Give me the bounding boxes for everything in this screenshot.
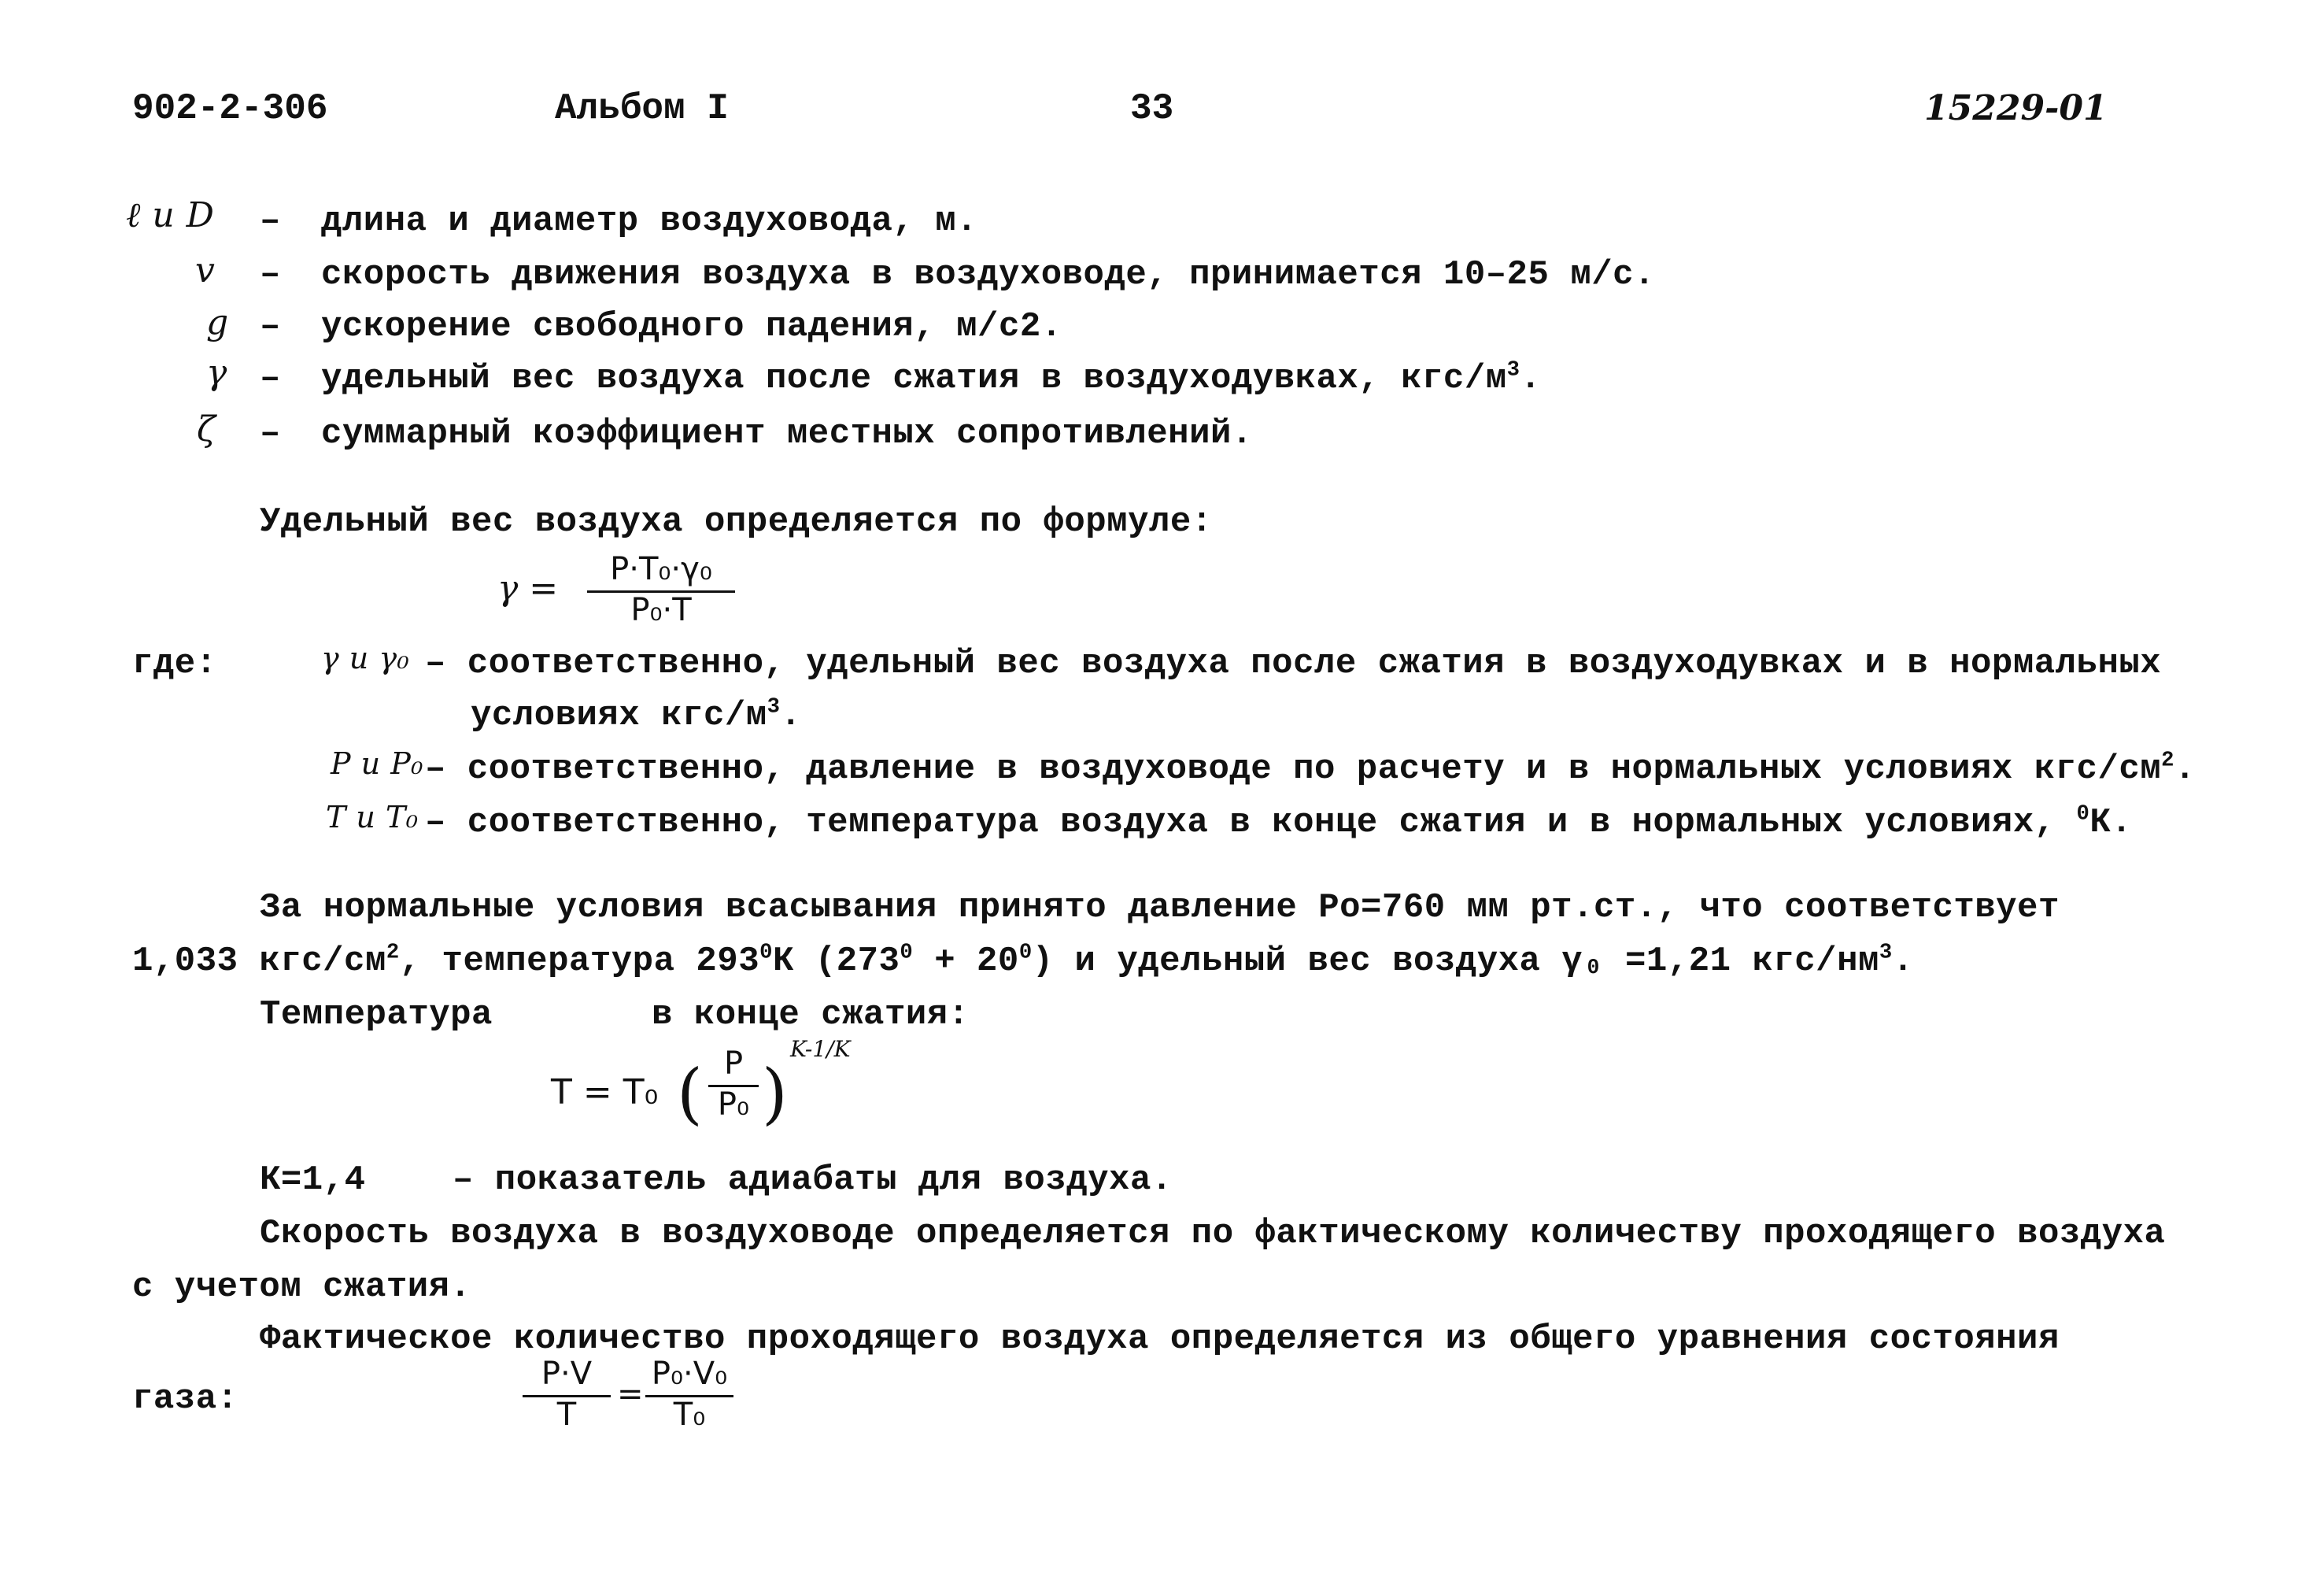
formula2-numerator: P — [723, 1045, 744, 1082]
formula2-close-paren: ) — [762, 1055, 788, 1132]
def-dash: – — [260, 255, 281, 294]
formula1-numerator: P·T₀·γ₀ — [610, 551, 712, 587]
def-dash: – — [260, 307, 281, 346]
para-actual-line1: Фактическое количество проходящего воздуха определяется из общего уравнения состояния — [260, 1319, 2060, 1359]
formula3-right-denominator: T₀ — [673, 1397, 706, 1433]
def-symbol-v: v — [195, 250, 216, 290]
para-normal-line1: За нормальные условия всасывания принято давление Ро=760 мм рт.ст., что соответствует — [260, 888, 2060, 927]
formula3-left-fraction — [519, 1356, 614, 1434]
para-specific-weight: Удельный вес воздуха определяется по формуле: — [260, 502, 1213, 542]
formula2-fraction — [702, 1045, 765, 1124]
def-symbol-zeta: ζ — [197, 409, 216, 450]
formula1-lhs: γ = — [497, 568, 559, 609]
def-dash: – — [260, 359, 281, 398]
where-text-gamma: – соответственно, удельный вес воздуха после сжатия в воздуходувках и в нормальных — [425, 644, 2162, 683]
para-speed-line1: Скорость воздуха в воздуховоде определяется по фактическому количеству проходящего воздуха — [260, 1214, 2166, 1253]
def-text-velocity: скорость движения воздуха в воздуховоде, принимается 10–25 м/с. — [321, 255, 1655, 294]
def-text-length-diameter: длина и диаметр воздуховода, м. — [321, 202, 978, 241]
formula3-equals — [617, 1376, 644, 1415]
where-symbol-gamma: γ и γ₀ — [321, 641, 410, 675]
doc-code: 902-2-306 — [132, 88, 328, 129]
para-normal-line2: 1,033 кгс/$см^2$, температура $293^0К$ $(273^0 + 20^0)$ и удельный вес воздуха γ₀ =1,21 кгс/$нм^3$. — [132, 940, 1914, 981]
formula3-left-denominator: T — [556, 1397, 577, 1433]
def-symbol-gamma: γ — [206, 353, 227, 393]
formula2-exponent: K-1/K — [790, 1036, 851, 1062]
formula2-denominator: P₀ — [717, 1086, 750, 1123]
formula2-open-paren: ( — [677, 1055, 703, 1132]
k-label: К=1,4 — [260, 1160, 366, 1200]
album-label: Альбом I — [555, 88, 729, 129]
inventory-number: 15229-01 — [1924, 88, 2108, 128]
para-normal-line3-b: в конце сжатия: — [652, 995, 970, 1034]
where-text-temperature: – соответственно, температура воздуха в конце сжатия и в нормальных условиях, $^0$К. — [425, 801, 2133, 842]
def-text-gravity: ускорение свободного падения, м/с2. — [321, 307, 1062, 346]
equals-sign: = — [617, 1376, 644, 1412]
formula2-lhs: T = T₀ — [551, 1072, 659, 1112]
formula1-fraction — [582, 551, 740, 630]
def-text-specific-weight: удельный вес воздуха после сжатия в воздуходувках, кгс/$м^3$. — [321, 357, 1542, 398]
where-label: где: — [132, 644, 217, 683]
def-text-resistance-coefficient: суммарный коэффициент местных сопротивлений. — [321, 414, 1253, 453]
def-dash: – — [260, 202, 281, 241]
formula1-denominator: P₀·T — [630, 592, 692, 628]
where-symbol-p: P и P₀ — [331, 746, 424, 781]
para-actual-line2: газа: — [132, 1379, 238, 1419]
formula3-right-numerator: P₀·V₀ — [651, 1356, 728, 1392]
where-symbol-t: T и T₀ — [326, 800, 419, 834]
def-dash: – — [260, 414, 281, 453]
para-speed-line2: с учетом сжатия. — [132, 1267, 471, 1307]
formula3-right-fraction — [642, 1356, 737, 1434]
where-text-gamma-cont: условиях кгс/$м^3$. — [471, 694, 802, 735]
def-symbol-l-d: ℓ и D — [126, 195, 215, 235]
where-text-pressure: – соответственно, давление в воздуховоде по расчету и в нормальных условиях кгс/$см^2$. — [425, 748, 2196, 789]
k-text: – показатель адиабаты для воздуха. — [453, 1160, 1173, 1200]
formula3-left-numerator: P·V — [541, 1356, 593, 1392]
para-normal-line3-a: Температура — [260, 995, 493, 1034]
def-symbol-g: g — [206, 302, 229, 342]
page-number: 33 — [1130, 88, 1174, 129]
